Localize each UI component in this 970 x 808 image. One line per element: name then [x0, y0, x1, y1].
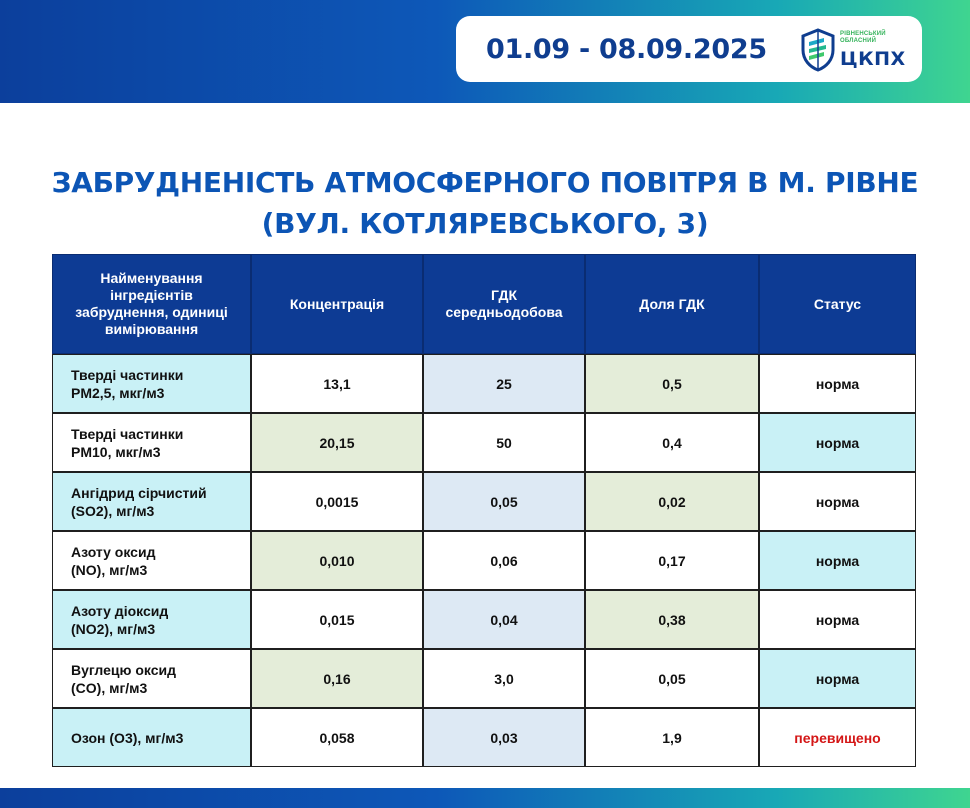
- table-row: [52, 708, 916, 767]
- table-row: [52, 472, 916, 531]
- row-share: 0,5: [585, 354, 759, 413]
- table-row: [52, 531, 916, 590]
- header-concentration: Концентрація: [251, 254, 423, 354]
- row-ingredient: Тверді частинки PM2,5, мкг/м3: [52, 354, 251, 413]
- row-status: норма: [759, 472, 916, 531]
- row-status: норма: [759, 354, 916, 413]
- row-concentration: 20,15: [251, 413, 423, 472]
- row-limit: 50: [423, 413, 585, 472]
- row-concentration: 0,015: [251, 590, 423, 649]
- logo-subtitle: РІВНЕНСЬКИЙ ОБЛАСНИЙ: [840, 31, 886, 44]
- organization-logo: [800, 26, 910, 74]
- date-card: [456, 16, 922, 82]
- row-limit: 3,0: [423, 649, 585, 708]
- row-limit: 0,04: [423, 590, 585, 649]
- row-ingredient: Азоту оксид (NO), мг/м3: [52, 531, 251, 590]
- row-limit: 25: [423, 354, 585, 413]
- row-share: 0,4: [585, 413, 759, 472]
- date-range: 01.09 - 08.09.2025: [486, 33, 767, 65]
- row-concentration: 0,16: [251, 649, 423, 708]
- row-share: 0,05: [585, 649, 759, 708]
- row-ingredient: Озон (O3), мг/м3: [52, 708, 251, 767]
- logo-name: ЦКПХ: [840, 48, 906, 70]
- table-row: [52, 590, 916, 649]
- header-status: Статус: [759, 254, 916, 354]
- row-limit: 0,05: [423, 472, 585, 531]
- row-status-exceeded: перевищено: [759, 708, 916, 767]
- title-line-1: ЗАБРУДНЕНІСТЬ АТМОСФЕРНОГО ПОВІТРЯ В М. РІВНЕ: [51, 166, 919, 199]
- row-share: 1,9: [585, 708, 759, 767]
- row-ingredient: Азоту діоксид (NO2), мг/м3: [52, 590, 251, 649]
- header-ingredient: Найменування інгредієнтів забруднення, одиниці вимірювання: [52, 254, 251, 354]
- shield-logo-icon: [800, 28, 836, 72]
- table-row: [52, 354, 916, 413]
- row-share: 0,38: [585, 590, 759, 649]
- row-status: норма: [759, 413, 916, 472]
- table-row: [52, 413, 916, 472]
- header-limit: ГДК середньодобова: [423, 254, 585, 354]
- row-share: 0,17: [585, 531, 759, 590]
- row-status: норма: [759, 531, 916, 590]
- header-share: Доля ГДК: [585, 254, 759, 354]
- row-ingredient: Тверді частинки PM10, мкг/м3: [52, 413, 251, 472]
- row-status: норма: [759, 649, 916, 708]
- row-share: 0,02: [585, 472, 759, 531]
- row-concentration: 13,1: [251, 354, 423, 413]
- row-ingredient: Вуглецю оксид (CO), мг/м3: [52, 649, 251, 708]
- table-row: [52, 649, 916, 708]
- row-concentration: 0,0015: [251, 472, 423, 531]
- title-line-2: (ВУЛ. КОТЛЯРЕВСЬКОГО, 3): [261, 207, 709, 240]
- table-header-row: [52, 254, 916, 354]
- pollution-table: [52, 254, 916, 767]
- page-title: [0, 162, 970, 244]
- row-concentration: 0,058: [251, 708, 423, 767]
- row-concentration: 0,010: [251, 531, 423, 590]
- row-ingredient: Ангідрид сірчистий (SO2), мг/м3: [52, 472, 251, 531]
- row-limit: 0,06: [423, 531, 585, 590]
- row-limit: 0,03: [423, 708, 585, 767]
- bottom-gradient-band: [0, 788, 970, 808]
- row-status: норма: [759, 590, 916, 649]
